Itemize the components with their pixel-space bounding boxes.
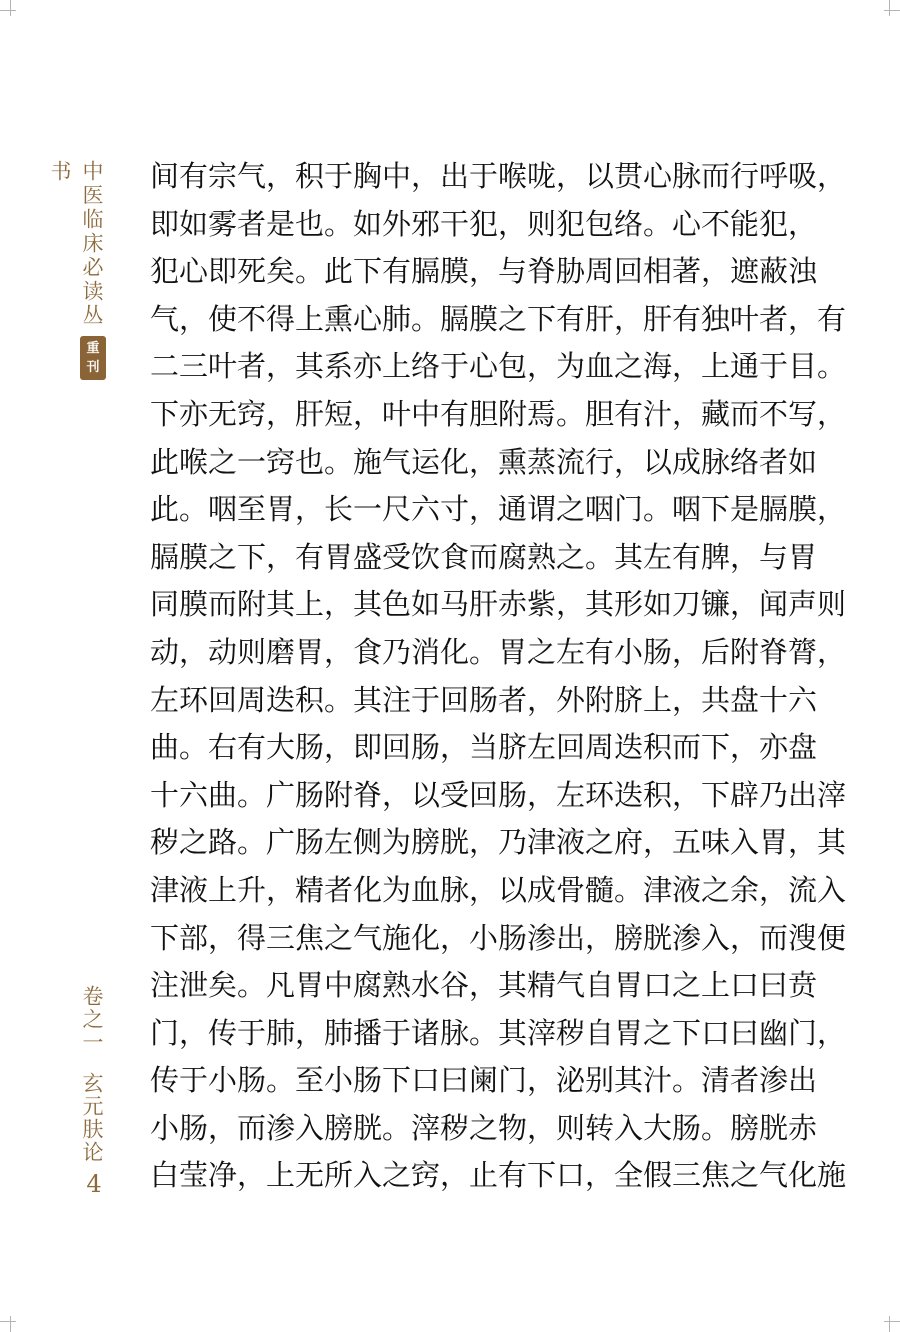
text-line: 传于小肠。至小肠下口曰阑门，泌别其汁。清者渗出 bbox=[150, 1063, 818, 1098]
text-line: 二三叶者，其系亦上络于心包，为血之海，上通于目。 bbox=[150, 349, 847, 384]
text-line: 犯心即死矣。此下有膈膜，与脊胁周回相著，遮蔽浊 bbox=[150, 254, 818, 289]
text-line: 即如雾者是也。如外邪干犯，则犯包络。心不能犯， bbox=[150, 206, 818, 241]
text-line: 曲。右有大肠，即回肠，当脐左回周迭积而下，亦盘 bbox=[150, 730, 818, 765]
crop-mark bbox=[889, 0, 890, 16]
text-line: 十六曲。广肠附脊，以受回肠，左环迭积，下辟乃出滓 bbox=[150, 777, 847, 812]
series-title: 中医临床必读丛书 bbox=[48, 160, 104, 328]
reprint-seal bbox=[80, 336, 106, 380]
text-line: 间有宗气，积于胸中，出于喉咙，以贯心脉而行呼吸， bbox=[150, 159, 847, 193]
volume-label: 卷之一 bbox=[80, 985, 104, 1054]
section-label bbox=[76, 985, 108, 1164]
text-line: 此。咽至胃，长一尺六寸，通谓之咽门。咽下是膈膜， bbox=[150, 492, 847, 527]
crop-mark bbox=[10, 0, 11, 16]
text-line: 下亦无窍，肝短，叶中有胆附焉。胆有汁，藏而不写， bbox=[150, 396, 847, 431]
body-text bbox=[150, 153, 847, 1200]
text-line: 门，传于肺，肺播于诸脉。其滓秽自胃之下口曰幽门， bbox=[150, 1015, 847, 1050]
text-line: 白莹净，上无所入之窍，止有下口，全假三焦之气化施 bbox=[150, 1158, 847, 1193]
text-line: 秽之路。广肠左侧为膀胱，乃津液之府，五味入胃，其 bbox=[150, 825, 847, 860]
crop-mark bbox=[889, 1316, 890, 1332]
crop-mark bbox=[0, 10, 16, 11]
text-line: 气，使不得上熏心肺。膈膜之下有肝，肝有独叶者，有 bbox=[150, 301, 847, 336]
crop-mark bbox=[884, 10, 900, 11]
chapter-label: 玄元肤论 bbox=[80, 1072, 104, 1164]
text-line: 注泄矣。凡胃中腐熟水谷，其精气自胃口之上口曰贲 bbox=[150, 968, 818, 1003]
crop-mark bbox=[10, 1316, 11, 1332]
text-line: 津液上升，精者化为血脉，以成骨髓。津液之余，流入 bbox=[150, 872, 847, 907]
seal-char: 刊 bbox=[86, 360, 100, 375]
text-line: 下部，得三焦之气施化，小肠渗出，膀胱渗入，而溲便 bbox=[150, 920, 847, 955]
text-line: 同膜而附其上，其色如马肝赤紫，其形如刀镰，闻声则 bbox=[150, 587, 847, 622]
text-line: 膈膜之下，有胃盛受饮食而腐熟之。其左有脾，与胃 bbox=[150, 539, 818, 574]
text-line: 左环回周迭积。其注于回肠者，外附脐上，共盘十六 bbox=[150, 682, 818, 717]
crop-mark bbox=[884, 1321, 900, 1322]
page-number: 4 bbox=[86, 1170, 102, 1198]
text-line: 此喉之一窍也。施气运化，熏蒸流行，以成脉络者如 bbox=[150, 444, 818, 479]
seal-char: 重 bbox=[86, 341, 100, 356]
text-line: 小肠，而渗入膀胱。滓秽之物，则转入大肠。膀胱赤 bbox=[150, 1110, 818, 1145]
crop-mark bbox=[0, 1321, 16, 1322]
text-line: 动，动则磨胃，食乃消化。胃之左有小肠，后附脊膂， bbox=[150, 634, 847, 669]
